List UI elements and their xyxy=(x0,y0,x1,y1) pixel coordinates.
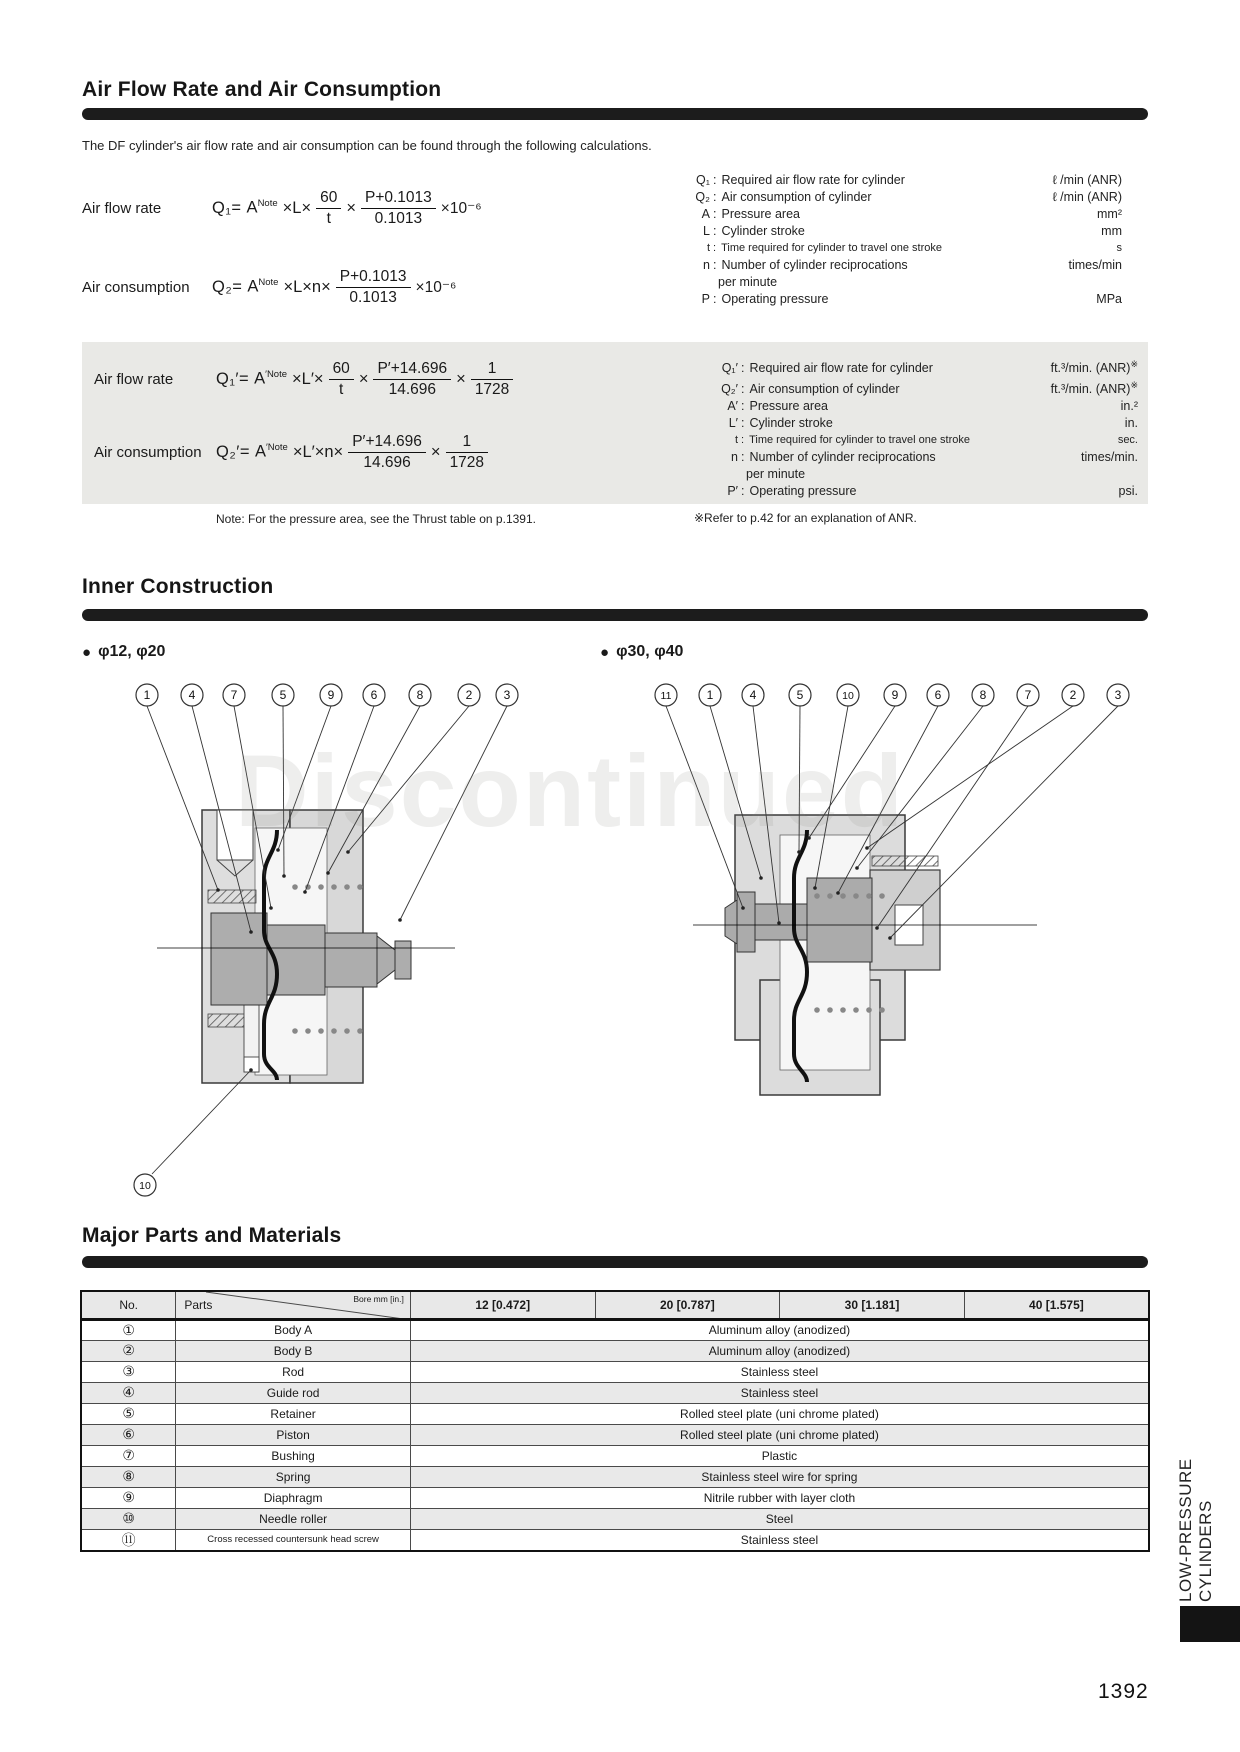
svg-text:7: 7 xyxy=(230,688,238,702)
legend-item xyxy=(708,356,1138,377)
legend-colon: : xyxy=(741,434,745,447)
operator: ×L′× xyxy=(292,369,324,388)
legend-item xyxy=(680,206,1122,223)
fraction-60-t: $\frac{60}{t}$ xyxy=(316,188,341,228)
legend-item xyxy=(680,189,1122,206)
part-no: ⑨ xyxy=(81,1487,176,1508)
part-name: Diaphragm xyxy=(176,1487,411,1508)
legend-item xyxy=(708,377,1138,398)
legend-symbol: P′ xyxy=(727,484,738,499)
pressure-area-term: $A^{'Note}$ xyxy=(254,442,288,461)
page-number: 1392 xyxy=(1098,1680,1149,1703)
parts-label: Parts xyxy=(184,1298,213,1312)
col-header-bore-20: 20 [0.787] xyxy=(595,1291,780,1319)
bore-label-text: φ12, φ20 xyxy=(98,643,166,660)
formula-air-flow-rate-imperial xyxy=(94,351,513,407)
legend-symbol: Q₂′ xyxy=(721,382,738,397)
col-header-parts xyxy=(176,1291,411,1319)
section-divider-bar xyxy=(82,1256,1148,1268)
part-material: Stainless steel wire for spring xyxy=(410,1466,1149,1487)
svg-text:9: 9 xyxy=(327,688,335,702)
formula-label: Air flow rate xyxy=(94,370,174,388)
legend-symbol: n xyxy=(703,258,710,272)
legend-desc: Pressure area xyxy=(749,399,828,414)
callout-1 xyxy=(699,684,763,880)
part-name: Bushing xyxy=(176,1445,411,1466)
section-title-air-flow: Air Flow Rate and Air Consumption xyxy=(82,78,442,101)
formula-air-consumption-metric xyxy=(82,259,456,315)
callout-11 xyxy=(655,684,745,910)
legend-item xyxy=(680,291,1122,308)
part-name: Spring xyxy=(176,1466,411,1487)
operator: ×L× xyxy=(282,198,312,217)
part-material: Stainless steel xyxy=(410,1361,1149,1382)
anr-note: ※Refer to p.42 for an explanation of ANR. xyxy=(694,511,917,525)
legend-unit: ℓ /min (ANR) xyxy=(1052,173,1122,187)
formula-air-flow-rate-metric xyxy=(82,180,482,236)
formula-tail: ×10⁻⁶ xyxy=(440,199,482,217)
pressure-area-term: $A^{Note}$ xyxy=(246,198,278,217)
legend-unit: ft.³/min. (ANR)※ xyxy=(1050,380,1138,397)
bullet-icon: ● xyxy=(600,643,610,661)
part-no: ⑤ xyxy=(81,1403,176,1424)
table-row xyxy=(81,1529,1149,1551)
legend-unit: in. xyxy=(1124,416,1138,431)
svg-text:1: 1 xyxy=(143,688,151,702)
legend-item xyxy=(680,172,1122,189)
table-row xyxy=(81,1466,1149,1487)
legend-desc: Number of cylinder reciprocations xyxy=(721,258,908,272)
legend-desc: Required air flow rate for cylinder xyxy=(721,173,905,187)
legend-unit: sec. xyxy=(1117,434,1138,447)
svg-text:8: 8 xyxy=(416,688,424,702)
fraction-pressure: $\frac{P+0.1013}{0.1013}$ xyxy=(361,188,436,228)
legend-symbol: Q₂ xyxy=(695,190,710,204)
legend-desc: Time required for cylinder to travel one stroke xyxy=(749,434,970,447)
legend-colon: : xyxy=(741,399,745,414)
legend-symbol: n xyxy=(731,450,738,465)
section-title-inner-construction: Inner Construction xyxy=(82,575,274,598)
legend-unit: s xyxy=(1116,242,1122,254)
part-material: Stainless steel xyxy=(410,1529,1149,1551)
part-material: Stainless steel xyxy=(410,1382,1149,1403)
legend-colon: : xyxy=(741,382,745,397)
table-row xyxy=(81,1382,1149,1403)
legend-item-continuation xyxy=(680,274,1122,291)
legend-symbol: P xyxy=(701,292,710,306)
part-material: Nitrile rubber with layer cloth xyxy=(410,1487,1149,1508)
legend-item xyxy=(708,398,1138,415)
part-material: Steel xyxy=(410,1508,1149,1529)
svg-text:3: 3 xyxy=(503,688,511,702)
fraction-pressure: $\frac{P+0.1013}{0.1013}$ xyxy=(336,267,411,307)
legend-symbol: L′ xyxy=(728,416,738,431)
svg-text:7: 7 xyxy=(1024,688,1032,702)
legend-symbol: t xyxy=(734,434,738,447)
part-name: Needle roller xyxy=(176,1508,411,1529)
section-title-major-parts: Major Parts and Materials xyxy=(82,1224,342,1247)
formula-lhs: Q₁= xyxy=(212,198,242,217)
operator: ×L×n× xyxy=(283,277,331,296)
formula-math xyxy=(212,267,456,307)
legend-desc: Required air flow rate for cylinder xyxy=(749,361,933,376)
part-name: Body A xyxy=(176,1319,411,1340)
legend-unit: in.² xyxy=(1120,399,1138,414)
svg-text:2: 2 xyxy=(1069,688,1077,702)
piston-and-rod xyxy=(211,913,411,1005)
table-row xyxy=(81,1445,1149,1466)
svg-text:6: 6 xyxy=(934,688,942,702)
legend-colon: : xyxy=(713,258,717,272)
parts-table xyxy=(80,1290,1150,1552)
fraction-pressure: $\frac{P'+14.696}{14.696}$ xyxy=(348,432,426,472)
pressure-area-term: $A^{'Note}$ xyxy=(254,369,288,388)
section-divider-bar xyxy=(82,609,1148,621)
legend-colon: : xyxy=(713,173,717,187)
legend-item xyxy=(708,483,1138,500)
legend-colon: : xyxy=(713,292,717,306)
formula-math xyxy=(216,359,513,399)
legend-desc: Cylinder stroke xyxy=(749,416,833,431)
part-name: Cross recessed countersunk head screw xyxy=(176,1529,411,1551)
svg-text:3: 3 xyxy=(1114,688,1122,702)
svg-text:10: 10 xyxy=(139,1180,151,1192)
table-row xyxy=(81,1424,1149,1445)
legend-unit: times/min. xyxy=(1081,450,1138,465)
callout-10 xyxy=(134,1068,253,1196)
legend-desc: Operating pressure xyxy=(749,484,857,499)
legend-symbol: L xyxy=(703,224,710,238)
imperial-units-panel xyxy=(82,342,1148,504)
col-header-bore-40: 40 [1.575] xyxy=(964,1291,1149,1319)
fraction-1728: $\frac{1}{1728}$ xyxy=(471,359,513,399)
legend-desc: Cylinder stroke xyxy=(721,224,805,238)
legend-desc: Air consumption of cylinder xyxy=(721,190,872,204)
part-material: Rolled steel plate (uni chrome plated) xyxy=(410,1424,1149,1445)
table-row xyxy=(81,1361,1149,1382)
formula-lhs: Q₂= xyxy=(212,277,243,296)
legend-colon: : xyxy=(741,416,745,431)
legend-desc: Number of cylinder reciprocations xyxy=(749,450,936,465)
legend-desc: Operating pressure xyxy=(721,292,829,306)
legend-item xyxy=(708,449,1138,466)
formula-math xyxy=(212,188,482,228)
part-no: ⑥ xyxy=(81,1424,176,1445)
table-header-row xyxy=(81,1291,1149,1319)
svg-text:10: 10 xyxy=(842,690,854,702)
table-row xyxy=(81,1319,1149,1340)
legend-item xyxy=(708,415,1138,432)
table-row xyxy=(81,1403,1149,1424)
svg-text:5: 5 xyxy=(796,688,804,702)
legend-symbol: Q₁ xyxy=(696,173,710,187)
legend-colon: : xyxy=(713,242,717,254)
formula-label: Air flow rate xyxy=(82,199,162,217)
operator: × xyxy=(346,198,356,217)
legend-colon: : xyxy=(713,190,717,204)
part-no: ⑪ xyxy=(81,1529,176,1551)
svg-text:1: 1 xyxy=(706,688,714,702)
svg-text:5: 5 xyxy=(279,688,287,702)
svg-text:9: 9 xyxy=(891,688,899,702)
legend-desc: Air consumption of cylinder xyxy=(749,382,900,397)
part-material: Aluminum alloy (anodized) xyxy=(410,1340,1149,1361)
operator: × xyxy=(358,369,369,388)
part-name: Rod xyxy=(176,1361,411,1382)
sidebar-tab xyxy=(1180,1606,1240,1642)
pressure-area-note: Note: For the pressure area, see the Thrust table on p.1391. xyxy=(216,512,536,526)
col-header-no: No. xyxy=(81,1291,176,1319)
operator: ×L′×n× xyxy=(292,442,344,461)
legend-desc: per minute xyxy=(718,275,778,289)
part-material: Rolled steel plate (uni chrome plated) xyxy=(410,1403,1149,1424)
svg-text:4: 4 xyxy=(188,688,196,702)
legend-unit: mm² xyxy=(1097,207,1122,221)
imperial-legend xyxy=(708,356,1138,500)
formula-tail: ×10⁻⁶ xyxy=(415,278,457,296)
legend-desc: per minute xyxy=(746,467,806,482)
fraction-60-t: $\frac{60}{t}$ xyxy=(329,359,354,399)
part-name: Body B xyxy=(176,1340,411,1361)
col-header-bore-12: 12 [0.472] xyxy=(410,1291,595,1319)
legend-item xyxy=(680,223,1122,240)
formula-math xyxy=(216,432,488,472)
part-no: ③ xyxy=(81,1361,176,1382)
part-material: Aluminum alloy (anodized) xyxy=(410,1319,1149,1340)
part-material: Plastic xyxy=(410,1445,1149,1466)
operator: × xyxy=(456,369,466,388)
part-no: ① xyxy=(81,1319,176,1340)
legend-desc: Pressure area xyxy=(721,207,800,221)
legend-item xyxy=(680,257,1122,274)
col-header-bore-30: 30 [1.181] xyxy=(780,1291,965,1319)
formula-label: Air consumption xyxy=(94,443,202,461)
formula-air-consumption-imperial xyxy=(94,424,488,480)
legend-unit: mm xyxy=(1101,224,1122,238)
bullet-icon: ● xyxy=(82,643,92,661)
svg-text:6: 6 xyxy=(370,688,378,702)
section-divider-bar xyxy=(82,108,1148,120)
sidebar-category-label: LOW-PRESSURE CYLINDERS xyxy=(1176,1458,1215,1602)
bore-label-small xyxy=(82,643,165,661)
metric-legend xyxy=(680,172,1122,308)
intro-text: The DF cylinder's air flow rate and air consumption can be found through the following calculations. xyxy=(82,138,652,153)
operator: × xyxy=(430,442,441,461)
svg-text:4: 4 xyxy=(749,688,757,702)
bore-label: Bore mm [in.] xyxy=(353,1294,404,1304)
inner-diagram-small-bores xyxy=(105,680,525,1210)
legend-symbol: A′ xyxy=(727,399,738,414)
legend-item xyxy=(708,432,1138,449)
part-no: ④ xyxy=(81,1382,176,1403)
legend-symbol: Q₁′ xyxy=(721,361,738,376)
part-no: ⑦ xyxy=(81,1445,176,1466)
part-name: Guide rod xyxy=(176,1382,411,1403)
table-row xyxy=(81,1340,1149,1361)
fraction-pressure: $\frac{P'+14.696}{14.696}$ xyxy=(373,359,451,399)
fraction-1728: $\frac{1}{1728}$ xyxy=(446,432,488,472)
formula-label: Air consumption xyxy=(82,278,190,296)
formula-lhs: Q₁′= xyxy=(216,369,250,388)
legend-unit: ft.³/min. (ANR)※ xyxy=(1050,359,1138,376)
legend-item xyxy=(680,240,1122,257)
svg-text:8: 8 xyxy=(979,688,987,702)
callout-2 xyxy=(346,684,480,854)
table-row xyxy=(81,1508,1149,1529)
legend-symbol: t xyxy=(706,242,710,254)
table-row xyxy=(81,1487,1149,1508)
bore-label-text: φ30, φ40 xyxy=(616,643,684,660)
formula-lhs: Q₂′= xyxy=(216,442,250,461)
inner-diagram-large-bores xyxy=(575,680,1150,1110)
legend-colon: : xyxy=(713,224,717,238)
legend-unit: psi. xyxy=(1118,484,1138,499)
svg-text:2: 2 xyxy=(465,688,473,702)
legend-unit: times/min xyxy=(1068,258,1122,272)
discontinued-watermark: Discontinued xyxy=(235,734,906,848)
legend-item-continuation xyxy=(708,466,1138,483)
legend-colon: : xyxy=(741,361,745,376)
legend-colon: : xyxy=(741,450,745,465)
part-name: Retainer xyxy=(176,1403,411,1424)
legend-symbol: A xyxy=(701,207,710,221)
legend-colon: : xyxy=(741,484,745,499)
legend-unit: ℓ /min (ANR) xyxy=(1052,190,1122,204)
part-no: ⑩ xyxy=(81,1508,176,1529)
legend-desc: Time required for cylinder to travel one stroke xyxy=(721,242,942,254)
legend-colon: : xyxy=(713,207,717,221)
part-no: ⑧ xyxy=(81,1466,176,1487)
bore-label-large xyxy=(600,643,683,661)
part-no: ② xyxy=(81,1340,176,1361)
legend-unit: MPa xyxy=(1096,292,1122,306)
part-name: Piston xyxy=(176,1424,411,1445)
svg-text:11: 11 xyxy=(660,690,672,702)
pressure-area-term: $A^{Note}$ xyxy=(247,277,279,296)
